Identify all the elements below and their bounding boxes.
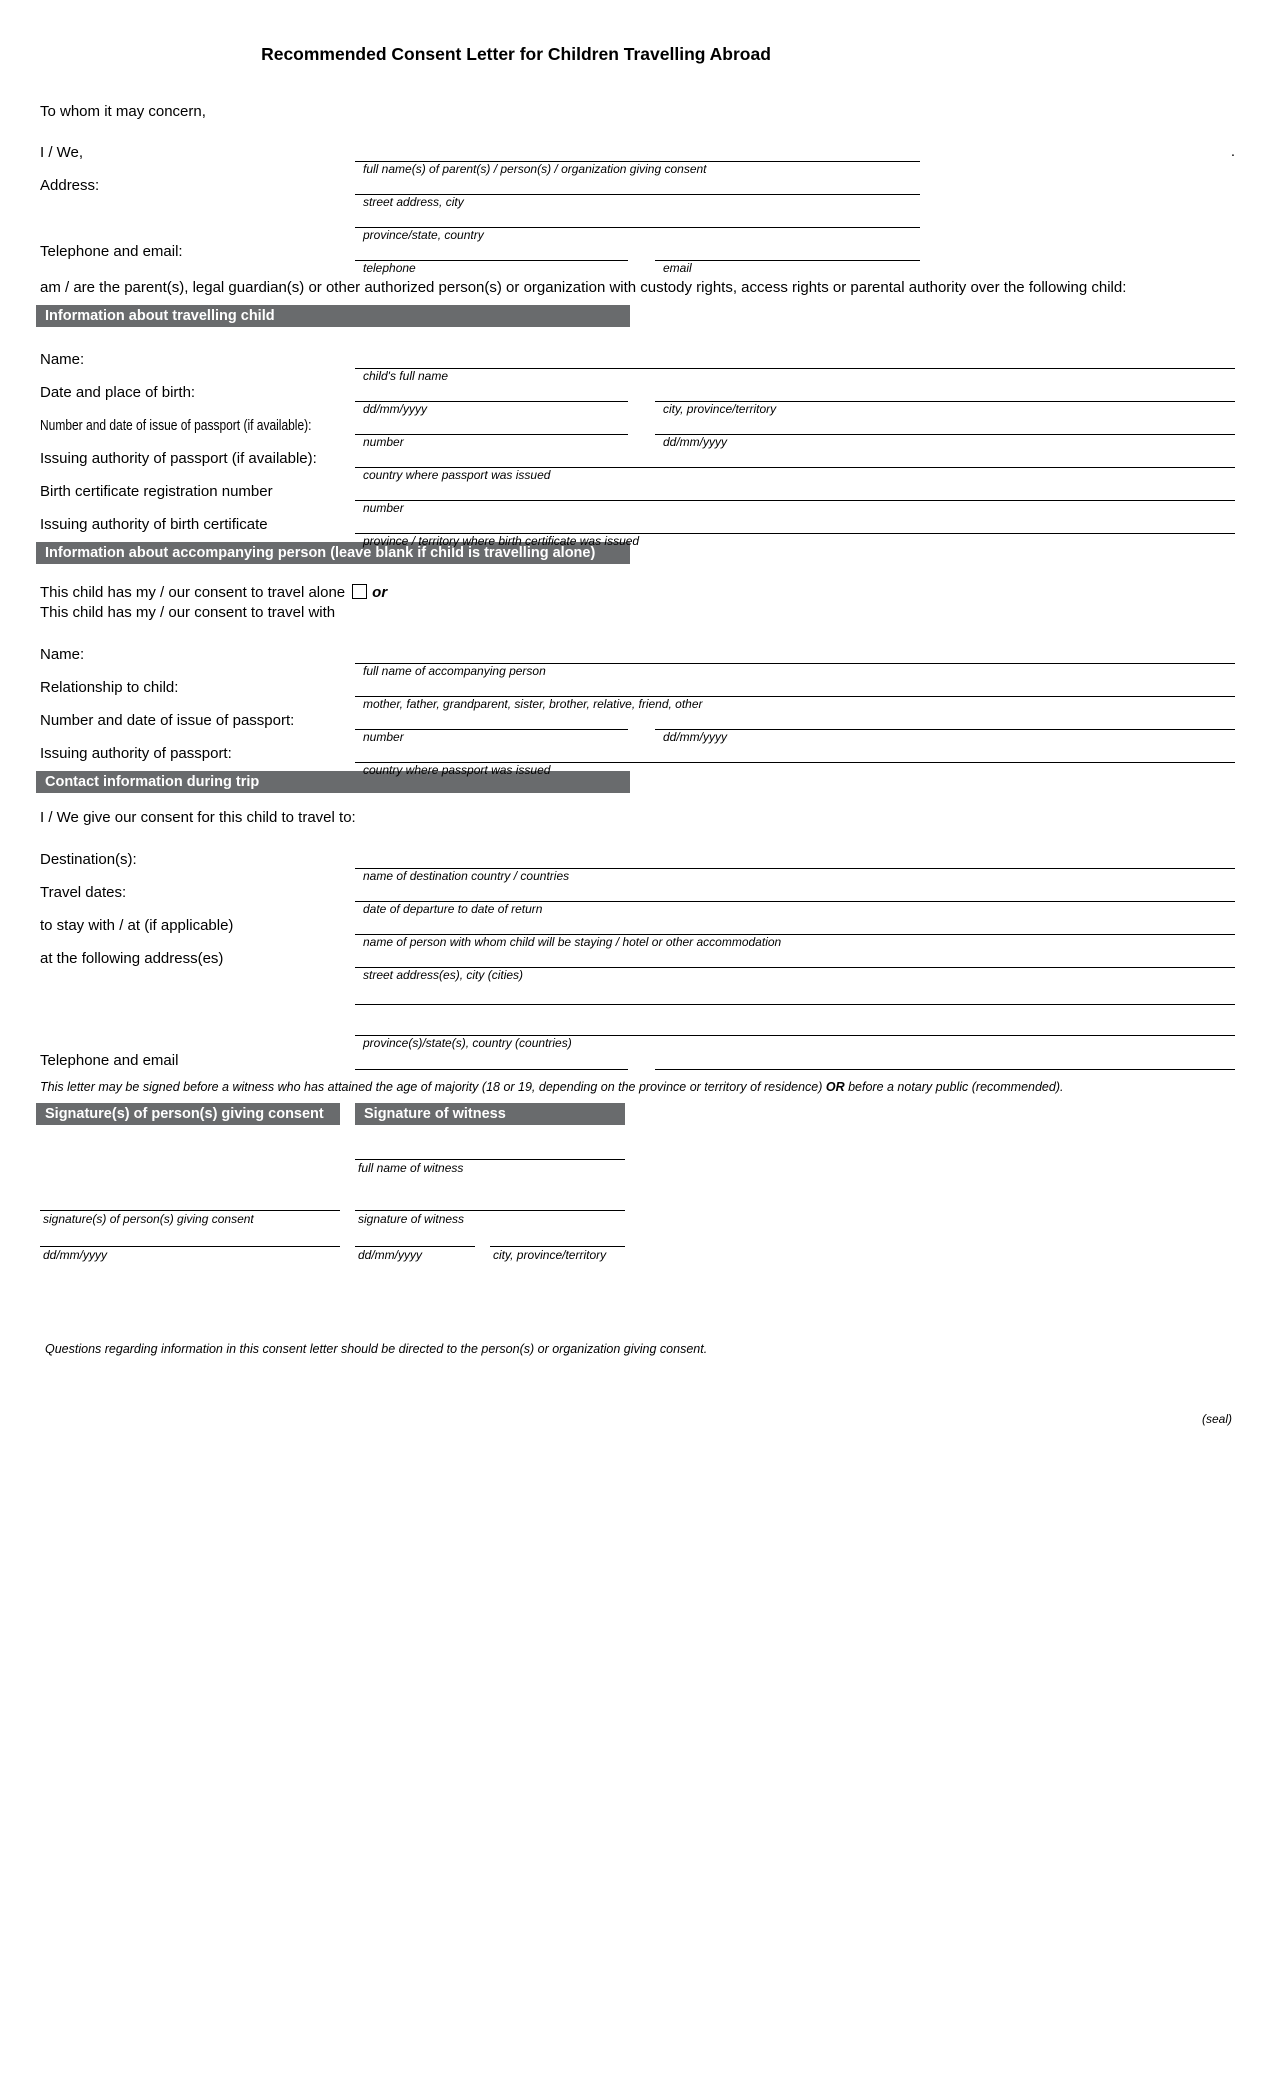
telephone-email-row — [40, 241, 1235, 275]
birth-cert-number-line[interactable] — [355, 481, 1235, 515]
i-we-label: I / We, — [40, 144, 84, 161]
custody-statement: am / are the parent(s), legal guardian(s) or other authorized person(s) or organization with custody rights, access rights or parental authority over the following child: — [40, 279, 1127, 296]
accompanying-name-row — [40, 644, 1235, 678]
trip-address-continuation-row — [40, 985, 1235, 1005]
witness-date-place-fields — [355, 1226, 625, 1262]
section-header-child: Information about travelling child — [36, 305, 630, 327]
address2-input-line[interactable] — [355, 208, 920, 242]
birth-cert-number-hint: number — [363, 501, 404, 515]
child-passport-date-hint: dd/mm/yyyy — [663, 435, 728, 449]
address-label-empty — [40, 227, 355, 228]
child-birth-place-line[interactable] — [655, 382, 1235, 416]
witness-name-spacer — [40, 1139, 355, 1160]
section-header-consent-signature: Signature(s) of person(s) giving consent — [36, 1103, 340, 1125]
relationship-line[interactable] — [355, 677, 1235, 711]
date-lines-row — [40, 1226, 1235, 1262]
questions-note: Questions regarding information in this consent letter should be directed to the person(s) or organization giving consent. — [45, 1342, 708, 1356]
address-row-2 — [40, 208, 1235, 242]
travel-alone-line — [40, 584, 1235, 601]
date-gap — [340, 1226, 355, 1247]
trip-address-line[interactable] — [355, 948, 1235, 982]
accompanying-name-line[interactable] — [355, 644, 1235, 678]
destination-line[interactable] — [355, 849, 1235, 883]
relationship-label: Relationship to child: — [40, 679, 179, 696]
child-passport-label: Number and date of issue of passport (if available): — [40, 417, 312, 434]
birth-cert-authority-label: Issuing authority of birth certificate — [40, 516, 268, 533]
accompanying-passport-label: Number and date of issue of passport: — [40, 712, 295, 729]
birth-cert-authority-row — [40, 514, 1235, 548]
witness-note-part1: This letter may be signed before a witness who has attained the age of majority (18 or 19, depending on the province or territory of residence) — [40, 1080, 826, 1094]
telephone-input-line[interactable] — [355, 241, 628, 275]
witness-date-line[interactable] — [355, 1226, 475, 1262]
trip-intro: I / We give our consent for this child to travel to: — [40, 809, 356, 826]
trip-address-province-label-empty — [40, 1035, 355, 1036]
child-name-label: Name: — [40, 351, 85, 368]
i-we-hint: full name(s) of parent(s) / person(s) / organization giving consent — [363, 162, 707, 176]
trip-email-line[interactable] — [655, 1050, 1235, 1070]
travel-alone-text: This child has my / our consent to travel alone — [40, 584, 346, 601]
stay-with-label: to stay with / at (if applicable) — [40, 917, 234, 934]
travel-dates-row — [40, 882, 1235, 916]
signature-headers — [36, 1103, 1235, 1125]
email-input-line[interactable] — [655, 241, 920, 275]
trip-telephone-line[interactable] — [355, 1050, 628, 1070]
witness-place-hint: city, province/territory — [493, 1248, 607, 1262]
stay-with-row — [40, 915, 1235, 949]
page-title: Recommended Consent Letter for Children Travelling Abroad — [261, 44, 771, 64]
witness-note-part2: before a notary public (recommended). — [844, 1080, 1064, 1094]
salutation: To whom it may concern, — [40, 103, 206, 120]
birth-cert-authority-line[interactable] — [355, 514, 1235, 548]
child-passport-authority-row — [40, 448, 1235, 482]
child-birth-date-line[interactable] — [355, 382, 628, 416]
signature-lines-row — [40, 1190, 1235, 1226]
child-passport-authority-label: Issuing authority of passport (if available): — [40, 450, 317, 467]
child-name-input-line[interactable] — [355, 349, 1235, 383]
i-we-row — [40, 142, 1235, 176]
trip-address-continuation-line[interactable] — [355, 985, 1235, 1005]
address2-hint: province/state, country — [363, 228, 484, 242]
destination-row — [40, 849, 1235, 883]
child-name-row — [40, 349, 1235, 383]
stay-with-line[interactable] — [355, 915, 1235, 949]
child-name-hint: child's full name — [363, 369, 448, 383]
trip-telephone-email-row — [40, 1050, 1235, 1070]
witness-name-line[interactable] — [355, 1139, 625, 1175]
accompanying-passport-row — [40, 710, 1235, 744]
child-birth-place-hint: city, province/territory — [663, 402, 777, 416]
seal-label: (seal) — [1201, 1412, 1232, 1426]
witness-date-hint: dd/mm/yyyy — [358, 1248, 423, 1262]
accompanying-name-label: Name: — [40, 646, 85, 663]
i-we-input-line[interactable] — [355, 142, 920, 176]
travel-alone-checkbox[interactable] — [352, 584, 367, 599]
consent-signature-line[interactable] — [40, 1190, 340, 1226]
witness-signature-line[interactable] — [355, 1190, 625, 1226]
section-header-trip: Contact information during trip — [36, 771, 630, 793]
section-header-witness-signature: Signature of witness — [355, 1103, 625, 1125]
trip-address-label: at the following address(es) — [40, 950, 224, 967]
address-input-line[interactable] — [355, 175, 920, 209]
witness-place-line[interactable] — [490, 1226, 625, 1262]
accompanying-passport-date-hint: dd/mm/yyyy — [663, 730, 728, 744]
child-passport-number-hint: number — [363, 435, 404, 449]
accompanying-passport-number-line[interactable] — [355, 710, 628, 744]
address-label: Address: — [40, 177, 100, 194]
witness-note-or: OR — [825, 1080, 845, 1094]
birth-cert-number-label: Birth certificate registration number — [40, 483, 273, 500]
child-passport-number-line[interactable] — [355, 415, 628, 449]
accompanying-name-hint: full name of accompanying person — [363, 664, 546, 678]
consent-signature-hint: signature(s) of person(s) giving consent — [43, 1212, 254, 1226]
email-hint: email — [663, 261, 692, 275]
trip-address-row — [40, 948, 1235, 982]
destination-hint: name of destination country / countries — [363, 869, 570, 883]
birth-cert-authority-hint: province / territory where birth certificate was issued — [363, 534, 640, 548]
witness-name-hint: full name of witness — [358, 1161, 464, 1175]
travel-with-line: This child has my / our consent to travel with — [40, 604, 336, 621]
relationship-hint: mother, father, grandparent, sister, brother, relative, friend, other — [363, 697, 703, 711]
telephone-hint: telephone — [363, 261, 416, 275]
stay-with-hint: name of person with whom child will be staying / hotel or other accommodation — [363, 935, 782, 949]
birth-cert-number-row — [40, 481, 1235, 515]
trip-address-hint: street address(es), city (cities) — [363, 968, 524, 982]
child-passport-row — [40, 415, 1235, 449]
witness-name-row — [40, 1139, 1235, 1175]
witness-note — [40, 1079, 1235, 1096]
child-birth-date-hint: dd/mm/yyyy — [363, 402, 428, 416]
destination-label: Destination(s): — [40, 851, 137, 868]
child-birth-label: Date and place of birth: — [40, 384, 196, 401]
trip-address-province-line[interactable] — [355, 1016, 1235, 1050]
accompanying-passport-date-line[interactable] — [655, 710, 1235, 744]
telephone-email-label: Telephone and email: — [40, 243, 183, 260]
accompanying-passport-number-hint: number — [363, 730, 404, 744]
travel-dates-hint: date of departure to date of return — [363, 902, 543, 916]
travel-dates-line[interactable] — [355, 882, 1235, 916]
address-hint: street address, city — [363, 195, 464, 209]
child-passport-authority-hint: country where passport was issued — [363, 468, 551, 482]
trip-address-province-row — [40, 1016, 1235, 1050]
i-we-trailing-punctuation: . — [1230, 143, 1235, 160]
trip-address-continuation-label-empty — [40, 1004, 355, 1005]
trip-address-province-hint: province(s)/state(s), country (countries) — [363, 1036, 572, 1050]
accompanying-passport-authority-row — [40, 743, 1235, 777]
travel-dates-label: Travel dates: — [40, 884, 127, 901]
accompanying-passport-authority-label: Issuing authority of passport: — [40, 745, 232, 762]
section-header-accompanying: Information about accompanying person (leave blank if child is travelling alone) — [36, 542, 630, 564]
address-row — [40, 175, 1235, 209]
consent-date-hint: dd/mm/yyyy — [43, 1248, 108, 1262]
trip-telephone-email-label: Telephone and email — [40, 1052, 179, 1069]
witness-signature-hint: signature of witness — [358, 1212, 465, 1226]
signature-gap — [340, 1190, 355, 1211]
child-birth-row — [40, 382, 1235, 416]
child-passport-authority-line[interactable] — [355, 448, 1235, 482]
travel-alone-or: or — [372, 584, 388, 601]
accompanying-passport-authority-hint: country where passport was issued — [363, 763, 551, 777]
relationship-row — [40, 677, 1235, 711]
accompanying-passport-authority-line[interactable] — [355, 743, 1235, 777]
consent-date-line[interactable] — [40, 1226, 340, 1262]
child-passport-date-line[interactable] — [655, 415, 1235, 449]
